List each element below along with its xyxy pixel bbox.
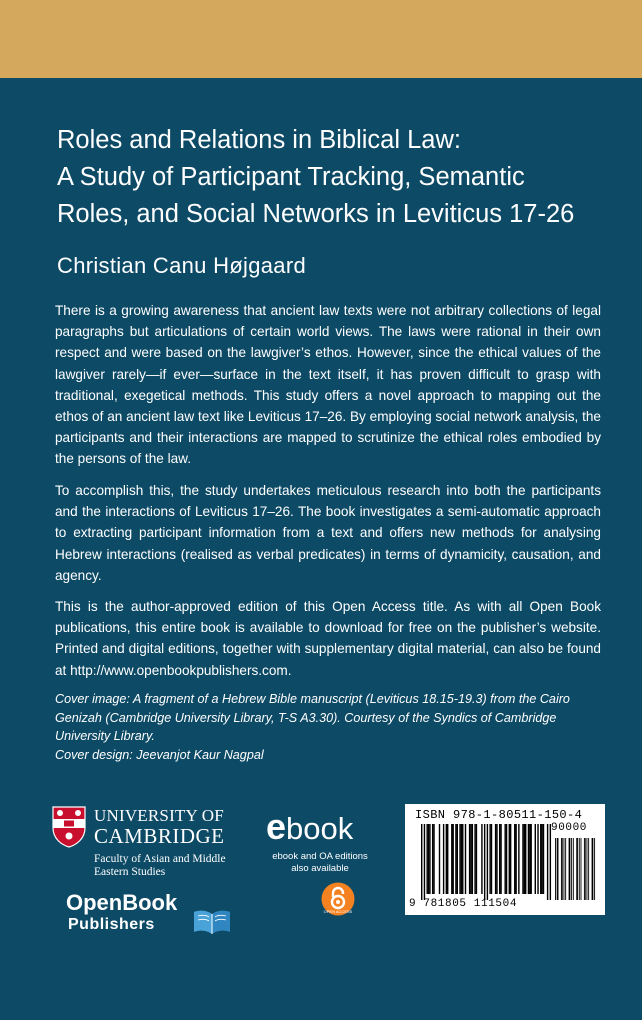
author-name: Christian Canu Højgaard — [57, 253, 307, 278]
title-line-1: Roles and Relations in Biblical Law: — [57, 126, 461, 154]
barcode-addon-bar — [562, 838, 563, 900]
barcode-bar — [491, 824, 492, 894]
barcode-addon-bar — [586, 838, 587, 900]
barcode-bar — [429, 824, 430, 894]
title-line-3: Roles, and Social Networks in Leviticus 17-26 — [57, 200, 575, 228]
barcode-addon-bar — [573, 838, 574, 900]
barcode-bar — [447, 824, 448, 894]
barcode-bar — [472, 824, 473, 894]
barcode-bar — [481, 824, 482, 894]
barcode-bar — [433, 824, 434, 894]
blurb-paragraph-2: To accomplish this, the study undertakes meticulous research into both the participants and the interactions of Leviticus 17–26. The book investigates a semi-automatic approach to extracting participant information from a text and offers new methods for analysing Hebrew interactions (realised as verbal predicates) in terms of dynamicity, causation, and agency. — [55, 483, 601, 583]
barcode-addon-bar — [555, 838, 556, 900]
barcode-bar — [439, 824, 440, 894]
oa-label: OPEN ACCESS — [323, 909, 353, 914]
barcode-addon-bar — [565, 838, 566, 900]
barcode-bar — [509, 824, 510, 894]
cambridge-logo — [52, 806, 252, 878]
barcode-bar — [443, 824, 444, 894]
barcode-bar — [540, 824, 541, 894]
cambridge-shield-icon — [52, 806, 86, 848]
barcode-bar — [426, 824, 427, 894]
cambridge-faculty: Faculty of Asian and Middle Eastern Studies — [94, 853, 226, 878]
barcode-bar — [543, 824, 544, 894]
barcode-bar — [424, 824, 425, 900]
book-title — [57, 122, 617, 233]
open-book-icon — [192, 906, 232, 936]
barcode-addon-bar — [584, 838, 585, 900]
blurb-paragraph-3: This is the author-approved edition of this Open Access title. As with all Open Book publications, this entire book is available to download for free on the publisher’s website. Printed and digital editions, together with supplementary digital material, can also be found at http://www.openbookpublishers.com. — [55, 599, 601, 678]
barcode-addon-bar — [557, 838, 558, 900]
barcode-bar — [499, 824, 500, 894]
barcode-bar — [550, 824, 551, 900]
barcode-bar — [469, 824, 470, 894]
barcode-bar — [522, 824, 523, 894]
obp-line-2: Publishers — [68, 916, 155, 933]
ebook-e: e — [266, 806, 287, 847]
openbook-publishers-logo — [66, 890, 236, 942]
barcode-bar — [432, 824, 433, 894]
barcode-addon-bar — [592, 838, 593, 900]
barcode-bar — [495, 824, 496, 894]
ebook-word: book — [286, 811, 354, 846]
barcode-bar — [470, 824, 471, 894]
barcode-bar — [489, 824, 490, 894]
isbn-text: ISBN 978-1-80511-150-4 — [415, 808, 583, 822]
barcode-addon-bar — [588, 838, 589, 900]
barcode-bar — [514, 824, 515, 894]
barcode-bar — [484, 824, 485, 900]
barcode-bar — [461, 824, 462, 894]
barcode-bar — [496, 824, 497, 894]
barcode-bar — [457, 824, 458, 894]
barcode-bar — [462, 824, 463, 894]
barcode-bars — [413, 824, 597, 900]
barcode-addon: 90000 — [551, 822, 588, 834]
barcode-bar — [476, 824, 477, 894]
barcode-bar — [528, 824, 529, 894]
barcode-addon-bar — [569, 838, 570, 900]
ebook-subtitle: ebook and OA editions also available — [272, 851, 368, 874]
cover-credits — [55, 690, 615, 764]
barcode-bar — [428, 824, 429, 894]
cover-design-credit: Cover design: Jeevanjot Kaur Nagpal — [55, 747, 264, 762]
barcode-bar — [510, 824, 511, 894]
barcode-bar — [474, 824, 475, 894]
barcode-bar — [459, 824, 460, 894]
cover-image-credit: Cover image: A fragment of a Hebrew Bible manuscript (Leviticus 18.15-19.3) from the Cairo Genizah (Cambridge University Library, T-S A3.30). Courtesy of the Syndics of Cambridge University Library. — [55, 692, 570, 744]
ebook-logo — [266, 806, 386, 920]
barcode-bar — [506, 824, 507, 894]
barcode-bar — [529, 824, 530, 894]
barcode-bar — [541, 824, 542, 894]
barcode-bar — [537, 824, 538, 894]
barcode-bar — [515, 824, 516, 894]
barcode-addon-bar — [569, 838, 570, 900]
barcode-addon-bar — [577, 838, 578, 900]
barcode-bar — [535, 824, 536, 894]
blurb-paragraph-1: There is a growing awareness that ancient law texts were not arbitrary collections of legal paragraphs but articulations of certain world views. The laws were rational in their own respect and were based on the lawgiver’s ethos. However, since the ethical values of the lawgiver rarely—if ever—surface in the text itself, it has proven difficult to grasp with traditional, exegetical methods. This study offers a novel approach to mapping out the ethos of an ancient law text like Leviticus 17–26. By employing social network analysis, the participants and their interactions are mapped to scrutinize the ethical roles embodied by the persons of the law. — [55, 303, 601, 467]
barcode-addon-bar — [564, 838, 565, 900]
barcode-bar — [547, 824, 548, 900]
barcode-bar — [446, 824, 447, 894]
cambridge-line-2: CAMBRIDGE — [94, 824, 225, 848]
barcode-bar — [421, 824, 422, 900]
top-color-band — [0, 0, 642, 78]
barcode-addon-bar — [592, 838, 593, 900]
obp-line-1: OpenBook — [66, 890, 178, 915]
barcode-bar — [451, 824, 452, 894]
barcode-addon-bar — [585, 838, 586, 900]
barcode-bar — [500, 824, 501, 894]
barcode-addon-bar — [581, 838, 582, 900]
open-access-icon — [321, 882, 355, 916]
isbn-barcode — [405, 804, 605, 915]
barcode-addon-bar — [576, 838, 577, 900]
barcode-bar — [518, 824, 519, 894]
barcode-number: 9 781805 111504 — [409, 898, 518, 910]
barcode-bar — [465, 824, 466, 894]
barcode-addon-bar — [561, 838, 562, 900]
ebook-wordmark — [266, 806, 354, 847]
cambridge-line-1: UNIVERSITY OF — [94, 806, 224, 825]
barcode-addon-bar — [558, 838, 559, 900]
barcode-addon-bar — [571, 838, 572, 900]
barcode-addon-bar — [594, 838, 595, 900]
barcode-addon-bar — [579, 838, 580, 900]
barcode-bar — [504, 824, 505, 894]
barcode-bar — [487, 824, 488, 900]
title-line-2: A Study of Participant Tracking, Semantic — [57, 163, 525, 191]
barcode-bar — [524, 824, 525, 894]
barcode-bar — [455, 824, 456, 894]
barcode-bar — [530, 824, 531, 894]
barcode-bar — [452, 824, 453, 894]
barcode-bar — [525, 824, 526, 894]
